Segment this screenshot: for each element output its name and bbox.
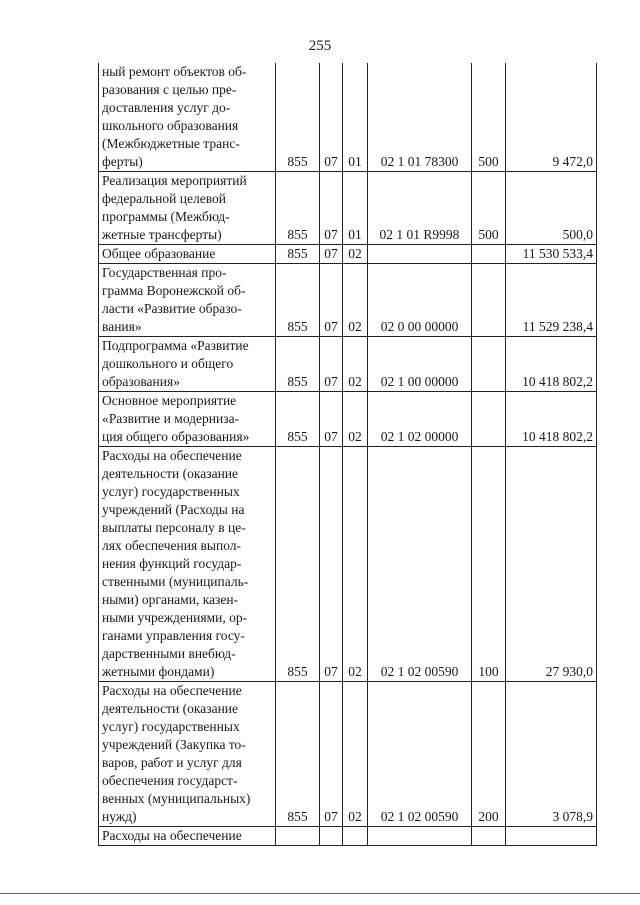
cell-sum: 10 418 802,2: [506, 392, 597, 447]
budget-table: [98, 63, 597, 846]
cell-vr: [472, 337, 506, 392]
cell-rz: [320, 827, 343, 846]
cell-vr: 500: [472, 172, 506, 245]
cell-sum: [506, 827, 597, 846]
table-row: [99, 682, 597, 827]
cell-sum: 11 530 533,4: [506, 245, 597, 264]
table-body: [99, 63, 597, 846]
name-line: Расходы на обеспечение: [102, 828, 242, 843]
cell-pr: 02: [343, 245, 368, 264]
cell-name: [99, 392, 276, 447]
table-row: [99, 447, 597, 682]
cell-gr: 855: [276, 337, 320, 392]
name-line: ганами управления госу-: [102, 628, 245, 643]
name-line: ция общего образования»: [102, 429, 250, 444]
cell-pr: 01: [343, 63, 368, 172]
cell-gr: 855: [276, 682, 320, 827]
cell-sum: 3 078,9: [506, 682, 597, 827]
name-line: федеральной целевой: [102, 191, 226, 206]
cell-name: [99, 172, 276, 245]
bottom-rule: [0, 893, 640, 894]
table-row: [99, 245, 597, 264]
cell-gr: 855: [276, 264, 320, 337]
cell-gr: 855: [276, 392, 320, 447]
name-line: ными) органами, казен-: [102, 592, 239, 607]
cell-gr: [276, 827, 320, 846]
cell-csr: 02 1 01 78300: [368, 63, 472, 172]
table-row: [99, 337, 597, 392]
cell-rz: 07: [320, 172, 343, 245]
cell-name: [99, 63, 276, 172]
name-line: программы (Межбюд-: [102, 209, 230, 224]
name-line: ласти «Развитие образо-: [102, 301, 242, 316]
name-line: услуг) государственных: [102, 719, 240, 734]
cell-csr: 02 1 02 00590: [368, 447, 472, 682]
cell-name: [99, 447, 276, 682]
name-line: Расходы на обеспечение: [102, 448, 242, 463]
cell-rz: 07: [320, 245, 343, 264]
cell-vr: 200: [472, 682, 506, 827]
cell-rz: 07: [320, 447, 343, 682]
table-row: [99, 392, 597, 447]
cell-pr: 02: [343, 337, 368, 392]
name-line: Общее образование: [102, 246, 216, 261]
name-line: дошкольного и общего: [102, 356, 234, 371]
name-line: учреждений (Расходы на: [102, 502, 245, 517]
name-line: Государственная про-: [102, 265, 227, 280]
cell-pr: 02: [343, 392, 368, 447]
name-line: ферты): [102, 154, 143, 169]
cell-rz: 07: [320, 63, 343, 172]
cell-sum: 27 930,0: [506, 447, 597, 682]
name-line: доставления услуг до-: [102, 100, 231, 115]
cell-gr: 855: [276, 63, 320, 172]
cell-pr: 02: [343, 447, 368, 682]
name-line: ный ремонт объектов об-: [102, 64, 247, 79]
name-line: школьного образования: [102, 118, 239, 133]
name-line: Подпрограмма «Развитие: [102, 338, 249, 353]
cell-gr: 855: [276, 447, 320, 682]
name-line: грамма Воронежской об-: [102, 283, 246, 298]
cell-pr: [343, 827, 368, 846]
name-line: лях обеспечения выпол-: [102, 538, 242, 553]
cell-pr: 02: [343, 264, 368, 337]
cell-pr: 01: [343, 172, 368, 245]
cell-gr: 855: [276, 245, 320, 264]
name-line: деятельности (оказание: [102, 701, 239, 716]
cell-sum: 500,0: [506, 172, 597, 245]
name-line: ственными (муниципаль-: [102, 574, 249, 589]
name-line: услуг) государственных: [102, 484, 240, 499]
cell-sum: 11 529 238,4: [506, 264, 597, 337]
name-line: жетными фондами): [102, 664, 215, 679]
cell-vr: [472, 245, 506, 264]
cell-vr: [472, 827, 506, 846]
cell-csr: 02 1 02 00000: [368, 392, 472, 447]
cell-gr: 855: [276, 172, 320, 245]
name-line: нения функций государ-: [102, 556, 242, 571]
table-row: [99, 264, 597, 337]
cell-name: [99, 827, 276, 846]
cell-rz: 07: [320, 392, 343, 447]
name-line: образования»: [102, 374, 180, 389]
cell-vr: 100: [472, 447, 506, 682]
name-line: варов, работ и услуг для: [102, 755, 242, 770]
name-line: «Развитие и модерниза-: [102, 411, 240, 426]
name-line: Расходы на обеспечение: [102, 683, 242, 698]
page-number: 255: [308, 38, 332, 54]
cell-sum: 10 418 802,2: [506, 337, 597, 392]
name-line: Реализация мероприятий: [102, 173, 247, 188]
cell-sum: 9 472,0: [506, 63, 597, 172]
cell-csr: [368, 827, 472, 846]
name-line: нужд): [102, 809, 137, 824]
name-line: обеспечения государст-: [102, 773, 238, 788]
cell-rz: 07: [320, 264, 343, 337]
cell-vr: [472, 392, 506, 447]
name-line: выплаты персоналу в це-: [102, 520, 246, 535]
name-line: вания»: [102, 319, 142, 334]
name-line: дарственными внебюд-: [102, 646, 236, 661]
cell-name: [99, 264, 276, 337]
cell-name: [99, 682, 276, 827]
cell-name: [99, 337, 276, 392]
name-line: (Межбюджетные транс-: [102, 136, 240, 151]
cell-csr: 02 0 00 00000: [368, 264, 472, 337]
cell-csr: [368, 245, 472, 264]
table-row: [99, 63, 597, 172]
cell-csr: 02 1 02 00590: [368, 682, 472, 827]
name-line: жетные трансферты): [102, 227, 222, 242]
cell-csr: 02 1 00 00000: [368, 337, 472, 392]
cell-vr: 500: [472, 63, 506, 172]
cell-vr: [472, 264, 506, 337]
name-line: венных (муниципальных): [102, 791, 251, 806]
name-line: учреждений (Закупка то-: [102, 737, 246, 752]
table-row: [99, 827, 597, 846]
name-line: ными учреждениями, ор-: [102, 610, 248, 625]
cell-rz: 07: [320, 337, 343, 392]
cell-name: [99, 245, 276, 264]
name-line: Основное мероприятие: [102, 393, 237, 408]
cell-pr: 02: [343, 682, 368, 827]
name-line: деятельности (оказание: [102, 466, 239, 481]
table-row: [99, 172, 597, 245]
cell-csr: 02 1 01 R9998: [368, 172, 472, 245]
cell-rz: 07: [320, 682, 343, 827]
name-line: разования с целью пре-: [102, 82, 237, 97]
